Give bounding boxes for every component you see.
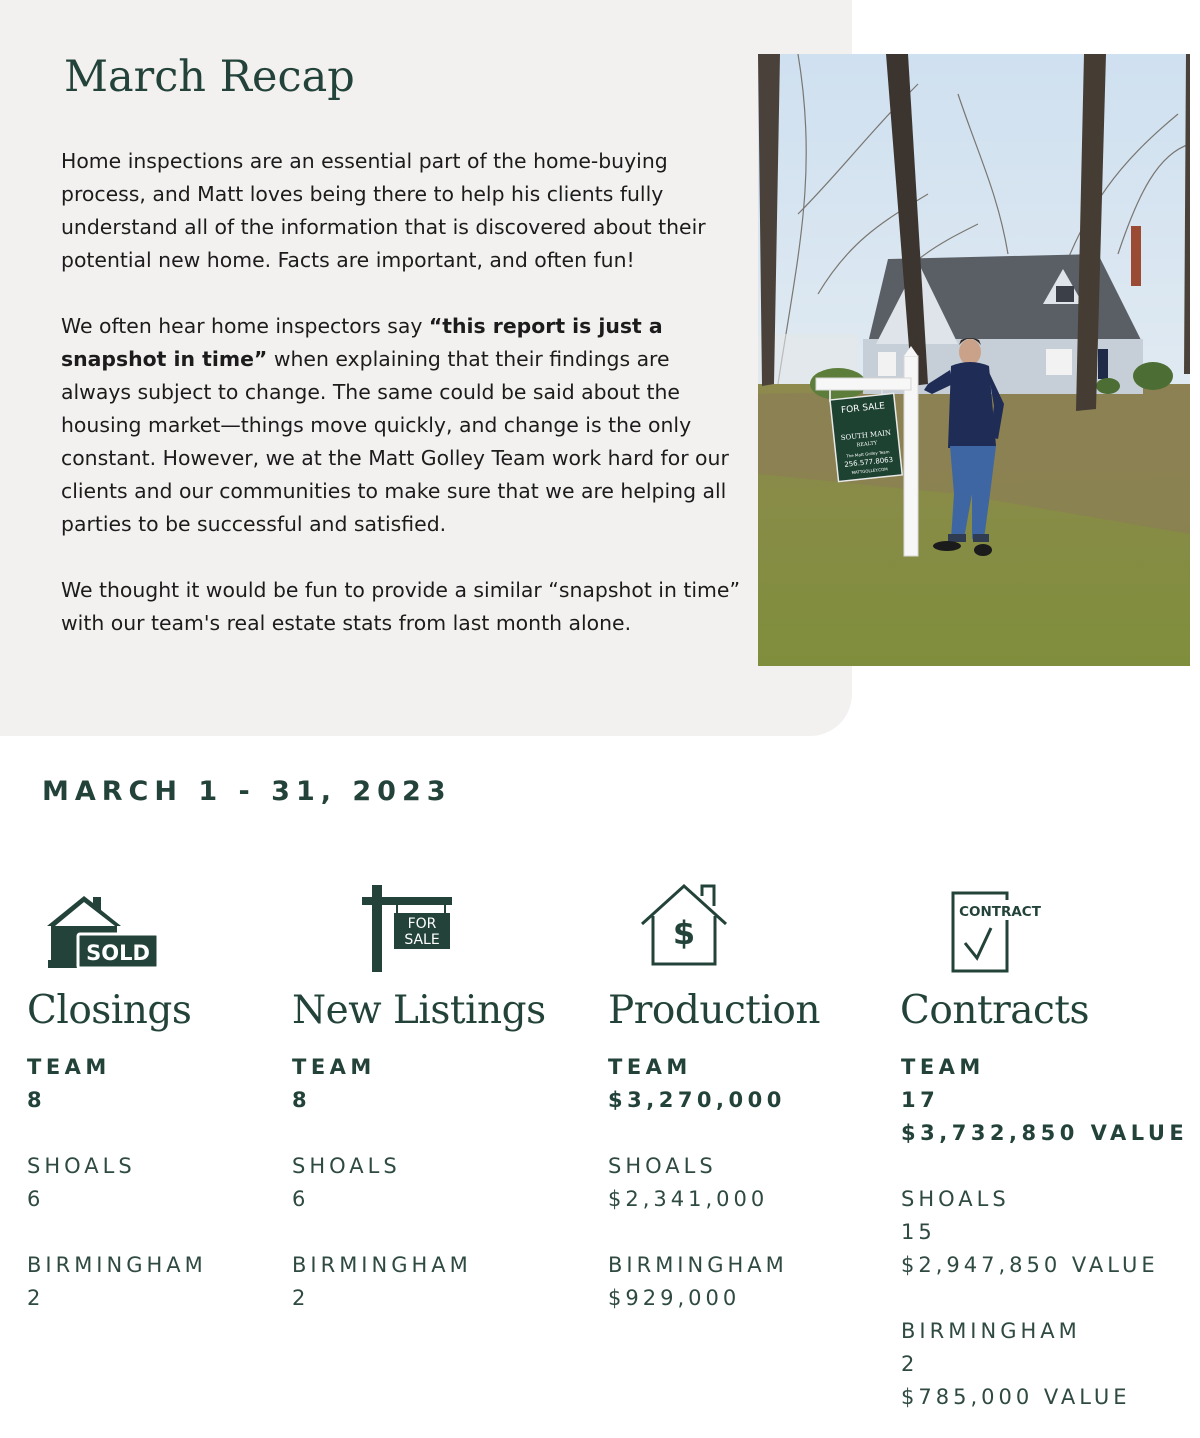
recap-paragraph-1: Home inspections are an essential part of the home-buying process, and Matt loves being there to help his clients fully understand all of the information that is discovered about their potential new home. Facts are important, and often fun!: [61, 149, 706, 272]
closings-stats: [27, 1051, 207, 1315]
contract-label: CONTRACT: [959, 904, 1041, 920]
sign-brand-text-2: REALTY: [856, 440, 878, 449]
listings-team-label: TEAM: [292, 1055, 376, 1079]
sign-top-text: FOR SALE: [840, 401, 886, 416]
dollar-sign: $: [672, 914, 696, 952]
recap-paragraph-2-end: when explaining that their findings are always subject to change. The same could be said about the housing market—things move quickly, and change is the only constant. However, we at the Matt Golley Team work hard for our clients and our communities to make sure that we are helping all parties to be successful and satisfied.: [61, 347, 729, 536]
listings-team-value: 8: [292, 1088, 312, 1112]
contracts-birmingham-label: BIRMINGHAM: [901, 1319, 1081, 1343]
contracts-stats: [901, 1051, 1188, 1414]
contracts-birmingham-count: 2: [901, 1352, 919, 1376]
contracts-heading: Contracts: [900, 988, 1090, 1033]
production-shoals-value: $2,341,000: [608, 1187, 769, 1211]
listings-birmingham-label: BIRMINGHAM: [292, 1253, 472, 1277]
listings-heading: New Listings: [292, 988, 546, 1033]
sign-web-text: MATTGOLLEY.COM: [851, 466, 888, 476]
contracts-birmingham-value: $785,000 VALUE: [901, 1385, 1131, 1409]
listings-shoals-value: 6: [292, 1187, 310, 1211]
sign-team-text: The Matt Golley Team: [845, 449, 890, 459]
recap-title: March Recap: [64, 52, 355, 102]
listings-shoals-label: SHOALS: [292, 1154, 401, 1178]
production-birmingham-label: BIRMINGHAM: [608, 1253, 788, 1277]
closings-shoals-label: SHOALS: [27, 1154, 136, 1178]
recap-paragraph-3: We thought it would be fun to provide a similar “snapshot in time” with our team's real estate stats from last month alone.: [61, 578, 741, 635]
sale-label: SALE: [404, 932, 440, 948]
contracts-shoals-count: 15: [901, 1220, 936, 1244]
sold-house-icon: [45, 880, 165, 980]
contract-icon: [949, 880, 1049, 980]
production-team-value: $3,270,000: [608, 1088, 786, 1112]
recap-paragraph-2: [61, 310, 741, 541]
production-stats: [608, 1051, 788, 1315]
recap-quote: “this report is just a snapshot in time”: [61, 314, 663, 371]
closings-shoals-value: 6: [27, 1187, 45, 1211]
closings-team-label: TEAM: [27, 1055, 111, 1079]
production-birmingham-value: $929,000: [608, 1286, 741, 1310]
sign-brand-text: SOUTH MAIN: [840, 428, 892, 443]
house-dollar-icon: [638, 880, 734, 980]
contracts-shoals-value: $2,947,850 VALUE: [901, 1253, 1159, 1277]
for-sale-sign-icon: [360, 880, 456, 980]
recap-paragraph-2-start: We often hear home inspectors say: [61, 314, 429, 338]
closings-heading: Closings: [27, 988, 192, 1033]
sign-phone-text: 256.577.8063: [843, 455, 894, 469]
contracts-team-value: $3,732,850 VALUE: [901, 1121, 1189, 1145]
contracts-team-label: TEAM: [901, 1055, 985, 1079]
date-range: MARCH 1 - 31, 2023: [42, 776, 452, 807]
production-team-label: TEAM: [608, 1055, 692, 1079]
closings-birmingham-label: BIRMINGHAM: [27, 1253, 207, 1277]
recap-body: [61, 145, 741, 673]
closings-team-value: 8: [27, 1088, 47, 1112]
contracts-team-count: 17: [901, 1088, 940, 1112]
production-shoals-label: SHOALS: [608, 1154, 717, 1178]
listings-birmingham-value: 2: [292, 1286, 310, 1310]
closings-birmingham-value: 2: [27, 1286, 45, 1310]
listings-stats: [292, 1051, 472, 1315]
sold-label: SOLD: [86, 941, 150, 965]
for-label: FOR: [407, 916, 437, 932]
production-heading: Production: [608, 988, 821, 1033]
agent-photo: [758, 54, 1190, 666]
contracts-shoals-label: SHOALS: [901, 1187, 1010, 1211]
